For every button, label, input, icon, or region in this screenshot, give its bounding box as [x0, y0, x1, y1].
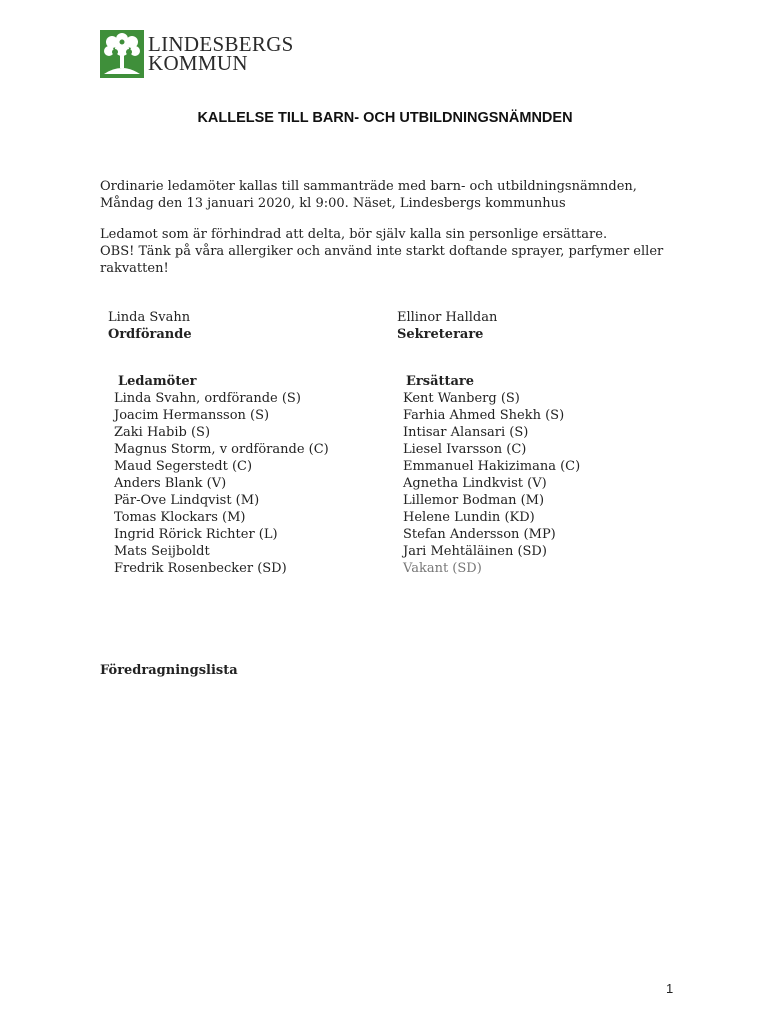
logo-line-1: LINDESBERGS: [148, 32, 294, 56]
member-item: Magnus Storm, v ordförande (C): [114, 442, 329, 457]
member-item: Fredrik Rosenbecker (SD): [114, 561, 287, 576]
substitute-item: Intisar Alansari (S): [403, 425, 529, 440]
members-list: [114, 390, 329, 577]
chair-title: Ordförande: [108, 327, 192, 342]
substitute-item: Farhia Ahmed Shekh (S): [403, 408, 565, 423]
member-item: Zaki Habib (S): [114, 425, 211, 440]
members-heading: Ledamöter: [118, 374, 197, 389]
municipality-logo: [100, 30, 340, 80]
member-item: Linda Svahn, ordförande (S): [114, 391, 301, 406]
logo-text: [148, 32, 294, 75]
allergy-line: rakvatten!: [100, 261, 169, 276]
allergy-note: [100, 243, 680, 277]
absence-note: Ledamot som är förhindrad att delta, bör själv kalla sin personlige ersättare.: [100, 227, 608, 242]
allergy-line: OBS! Tänk på våra allergiker och använd inte starkt doftande sprayer, parfymer eller: [100, 244, 664, 259]
substitutes-list: [403, 390, 580, 577]
document-title: KALLELSE TILL BARN- OCH UTBILDNINGSNÄMNDEN: [197, 110, 573, 126]
intro-line: Måndag den 13 januari 2020, kl 9:00. Näset, Lindesbergs kommunhus: [100, 196, 566, 211]
member-item: Anders Blank (V): [114, 476, 227, 491]
page-number: 1: [666, 981, 674, 996]
substitute-item: Lillemor Bodman (M): [403, 493, 545, 508]
substitute-item: Kent Wanberg (S): [403, 391, 520, 406]
chair-name: Linda Svahn: [108, 310, 191, 325]
member-item: Joacim Hermansson (S): [114, 408, 270, 423]
substitute-item: Emmanuel Hakizimana (C): [403, 459, 581, 474]
member-item: Tomas Klockars (M): [114, 510, 246, 525]
tree-icon: [100, 30, 144, 78]
substitute-item: Agnetha Lindkvist (V): [403, 476, 547, 491]
substitute-item-vacant: Vakant (SD): [403, 561, 482, 576]
intro-line: Ordinarie ledamöter kallas till sammanträde med barn- och utbildningsnämnden,: [100, 179, 637, 194]
secretary-title: Sekreterare: [397, 327, 484, 342]
substitutes-heading: Ersättare: [406, 374, 475, 389]
secretary-name: Ellinor Halldan: [397, 310, 498, 325]
logo-line-2: KOMMUN: [148, 51, 248, 75]
member-item: Maud Segerstedt (C): [114, 459, 253, 474]
member-item: Mats Seijboldt: [114, 544, 210, 559]
substitute-item: Stefan Andersson (MP): [403, 527, 556, 542]
substitute-item: Jari Mehtäläinen (SD): [403, 544, 547, 559]
intro-paragraph: [100, 178, 680, 212]
substitute-item: Helene Lundin (KD): [403, 510, 535, 525]
substitute-item: Liesel Ivarsson (C): [403, 442, 527, 457]
agenda-heading: Föredragningslista: [100, 663, 238, 678]
member-item: Ingrid Rörick Richter (L): [114, 527, 278, 542]
member-item: Pär-Ove Lindqvist (M): [114, 493, 260, 508]
